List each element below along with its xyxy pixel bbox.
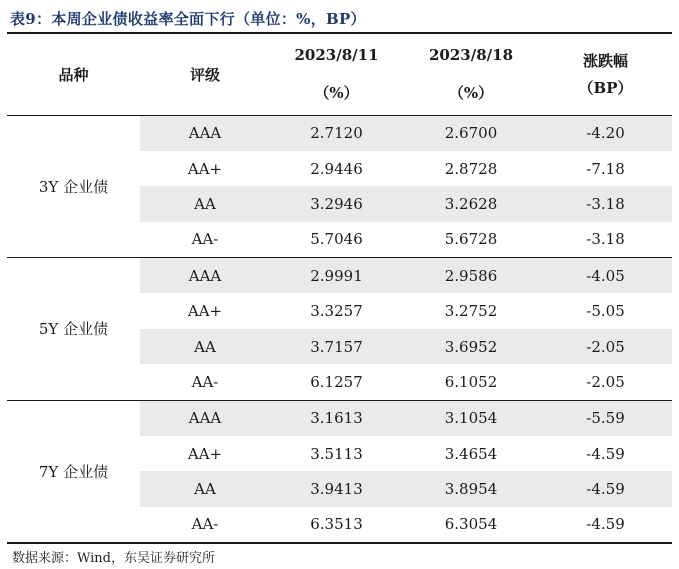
rating-cell: AAA (140, 258, 270, 294)
yield-date1-cell: 6.1257 (310, 372, 363, 391)
header-variety: 品种 (7, 33, 140, 115)
yield-date1-cell: 6.3513 (270, 507, 403, 543)
rating-cell: AAA (140, 115, 270, 151)
change-cell: -5.05 (586, 302, 625, 321)
yield-date1-cell: 3.7157 (270, 329, 403, 364)
yield-date1-cell: 2.7120 (270, 115, 403, 151)
table-row (7, 400, 672, 436)
yield-date2-cell: 2.6700 (403, 115, 539, 151)
rating-cell: AA- (191, 372, 219, 391)
rating-cell: AA+ (187, 302, 223, 321)
yield-table (7, 32, 672, 544)
header-row (7, 33, 672, 115)
rating-cell: AA+ (187, 159, 223, 178)
yield-date2-cell: 3.4654 (444, 444, 498, 463)
yield-date1-cell: 3.3257 (310, 302, 363, 321)
table-title: 表9：本周企业债收益率全面下行（单位：%，BP） (10, 10, 366, 28)
yield-date1-cell: 3.2946 (270, 186, 403, 221)
yield-date1-cell: 3.5113 (310, 444, 363, 463)
yield-date2-cell: 6.3054 (403, 507, 539, 543)
rating-cell: AA- (191, 230, 219, 249)
change-cell: -4.59 (539, 471, 672, 506)
rating-cell: AA (140, 329, 270, 364)
yield-date2-cell: 6.1052 (444, 372, 498, 391)
change-cell: -2.05 (586, 372, 625, 391)
yield-date2-cell: 3.2628 (403, 186, 539, 221)
rating-cell: AA (140, 186, 270, 221)
change-cell: -4.20 (539, 115, 672, 151)
yield-date2-cell: 3.6952 (403, 329, 539, 364)
yield-date2-cell: 3.1054 (403, 400, 539, 436)
yield-date2-cell: 2.9586 (403, 258, 539, 294)
change-cell: -4.05 (539, 258, 672, 294)
yield-date1-cell: 3.9413 (270, 471, 403, 506)
table-row (7, 115, 672, 151)
yield-date2-cell: 3.8954 (403, 471, 539, 506)
data-source: 数据来源：Wind，东吴证券研究所 (12, 551, 215, 566)
header-rating: 评级 (140, 33, 270, 115)
yield-date1-cell: 2.9991 (270, 258, 403, 294)
group-label: 7Y 企业债 (7, 400, 140, 543)
yield-date2-cell: 3.2752 (444, 302, 498, 321)
yield-date1-cell: 3.1613 (270, 400, 403, 436)
yield-date1-cell: 5.7046 (310, 230, 363, 249)
header-change: 涨跌幅 （BP） (539, 33, 672, 115)
change-cell: -5.59 (539, 400, 672, 436)
rating-cell: AA (140, 471, 270, 506)
yield-date1-cell: 2.9446 (310, 159, 363, 178)
group-label: 3Y 企业债 (7, 115, 140, 258)
group-label: 5Y 企业债 (7, 258, 140, 401)
change-cell: -4.59 (539, 507, 672, 543)
change-cell: -2.05 (539, 329, 672, 364)
change-cell: -7.18 (586, 159, 625, 178)
rating-cell: AA+ (187, 444, 223, 463)
header-date1: 2023/8/11 （%） (270, 33, 403, 115)
rating-cell: AA- (140, 507, 270, 543)
rating-cell: AAA (140, 400, 270, 436)
change-cell: -3.18 (539, 186, 672, 221)
yield-date2-cell: 2.8728 (444, 159, 498, 178)
change-cell: -3.18 (586, 230, 625, 249)
header-date2: 2023/8/18 （%） (403, 33, 539, 115)
table-row (7, 258, 672, 294)
change-cell: -4.59 (586, 444, 625, 463)
yield-date2-cell: 5.6728 (444, 230, 498, 249)
